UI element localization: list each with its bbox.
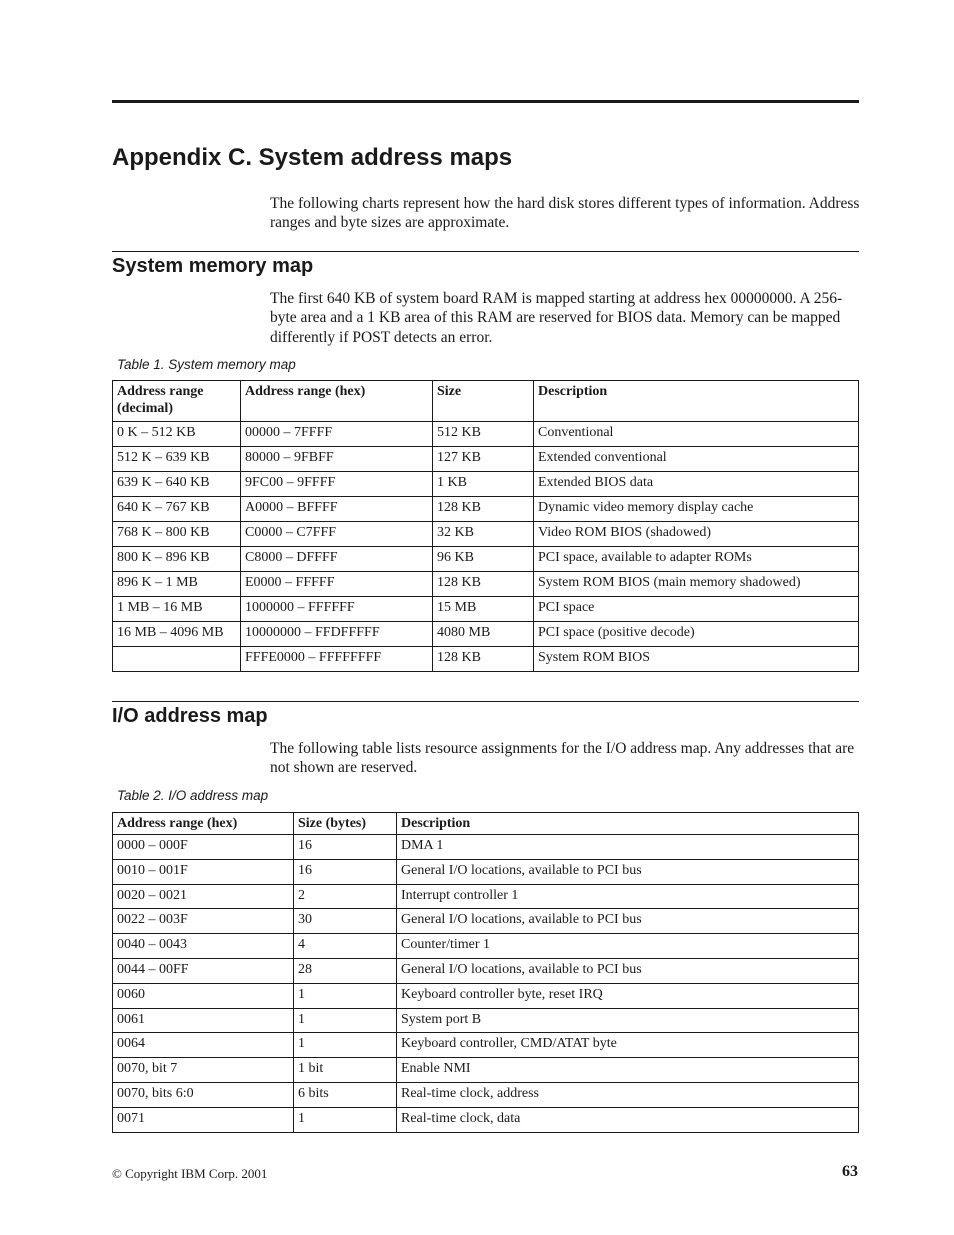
memory-section-heading: System memory map bbox=[112, 255, 314, 277]
table-cell: 0071 bbox=[113, 1107, 294, 1132]
table-cell: Real-time clock, data bbox=[397, 1107, 859, 1132]
table-cell: 9FC00 – 9FFFF bbox=[241, 472, 433, 497]
table-cell: System port B bbox=[397, 1008, 859, 1033]
table-cell: 512 KB bbox=[433, 422, 534, 447]
table-cell: 32 KB bbox=[433, 522, 534, 547]
memory-section-paragraph: The first 640 KB of system board RAM is mapped starting at address hex 00000000. A 256-byte area and a 1 KB area of this RAM are reserved for BIOS data. Memory can be mapped differently if POST detects an error. bbox=[270, 290, 843, 346]
table-cell: 4 bbox=[294, 934, 397, 959]
table-cell: C0000 – C7FFF bbox=[241, 522, 433, 547]
table-cell: Keyboard controller, CMD/ATAT byte bbox=[397, 1033, 859, 1058]
table-cell: Real-time clock, address bbox=[397, 1082, 859, 1107]
table-row bbox=[113, 859, 859, 884]
table-cell: 80000 – 9FBFF bbox=[241, 447, 433, 472]
table-row bbox=[113, 547, 859, 572]
io-section-paragraph: The following table lists resource assignments for the I/O address map. Any addresses that are not shown are reserved. bbox=[270, 740, 855, 777]
table-row bbox=[113, 909, 859, 934]
table-cell: 0070, bits 6:0 bbox=[113, 1082, 294, 1107]
table-cell: Conventional bbox=[534, 422, 859, 447]
table-cell: 00000 – 7FFFF bbox=[241, 422, 433, 447]
table-cell: Extended conventional bbox=[534, 447, 859, 472]
table-cell: 1 bbox=[294, 1107, 397, 1132]
table-row bbox=[113, 422, 859, 447]
memory-table-caption: Table 1. System memory map bbox=[117, 357, 296, 372]
table-cell: 896 K – 1 MB bbox=[113, 572, 241, 597]
table-row bbox=[113, 622, 859, 647]
table-cell: General I/O locations, available to PCI bus bbox=[397, 958, 859, 983]
io-section-heading: I/O address map bbox=[112, 705, 268, 727]
column-header: Address range (hex) bbox=[241, 381, 433, 422]
table-cell: 128 KB bbox=[433, 647, 534, 672]
table-row bbox=[113, 884, 859, 909]
table-row bbox=[113, 1033, 859, 1058]
table-cell: 16 MB – 4096 MB bbox=[113, 622, 241, 647]
table-cell: 1 MB – 16 MB bbox=[113, 597, 241, 622]
io-section-rule bbox=[112, 701, 859, 702]
table-cell: 0060 bbox=[113, 983, 294, 1008]
table-cell: A0000 – BFFFF bbox=[241, 497, 433, 522]
table-row bbox=[113, 447, 859, 472]
table-cell: General I/O locations, available to PCI bus bbox=[397, 909, 859, 934]
table-row bbox=[113, 983, 859, 1008]
column-header: Address range (decimal) bbox=[113, 381, 241, 422]
table-cell: E0000 – FFFFF bbox=[241, 572, 433, 597]
table-cell: Dynamic video memory display cache bbox=[534, 497, 859, 522]
table-cell: 16 bbox=[294, 835, 397, 860]
table-cell: 1 bit bbox=[294, 1058, 397, 1083]
table-cell: 1 bbox=[294, 1033, 397, 1058]
table-cell bbox=[113, 647, 241, 672]
table-cell: 127 KB bbox=[433, 447, 534, 472]
table-header-row bbox=[113, 813, 859, 835]
page-title: Appendix C. System address maps bbox=[112, 144, 513, 171]
table-cell: 4080 MB bbox=[433, 622, 534, 647]
table-cell: PCI space, available to adapter ROMs bbox=[534, 547, 859, 572]
column-header: Description bbox=[397, 813, 859, 835]
table-row bbox=[113, 597, 859, 622]
column-header: Size (bytes) bbox=[294, 813, 397, 835]
table-cell: 768 K – 800 KB bbox=[113, 522, 241, 547]
table-cell: 0 K – 512 KB bbox=[113, 422, 241, 447]
table-cell: 15 MB bbox=[433, 597, 534, 622]
table-cell: 0061 bbox=[113, 1008, 294, 1033]
table-cell: 28 bbox=[294, 958, 397, 983]
table-row bbox=[113, 958, 859, 983]
table-cell: General I/O locations, available to PCI bus bbox=[397, 859, 859, 884]
table-cell: System ROM BIOS (main memory shadowed) bbox=[534, 572, 859, 597]
table-cell: PCI space (positive decode) bbox=[534, 622, 859, 647]
table-cell: FFFE0000 – FFFFFFFF bbox=[241, 647, 433, 672]
table-cell: 16 bbox=[294, 859, 397, 884]
table-row bbox=[113, 572, 859, 597]
table-cell: 128 KB bbox=[433, 572, 534, 597]
table-cell: Keyboard controller byte, reset IRQ bbox=[397, 983, 859, 1008]
table-cell: 640 K – 767 KB bbox=[113, 497, 241, 522]
table-cell: 2 bbox=[294, 884, 397, 909]
table-cell: 6 bits bbox=[294, 1082, 397, 1107]
memory-table bbox=[112, 380, 859, 672]
table-cell: Enable NMI bbox=[397, 1058, 859, 1083]
page-number: 63 bbox=[842, 1163, 858, 1180]
table-cell: 30 bbox=[294, 909, 397, 934]
table-cell: 1 bbox=[294, 983, 397, 1008]
table-cell: 0040 – 0043 bbox=[113, 934, 294, 959]
copyright-notice: © Copyright IBM Corp. 2001 bbox=[112, 1166, 268, 1181]
table-row bbox=[113, 1008, 859, 1033]
io-table-caption: Table 2. I/O address map bbox=[117, 788, 269, 803]
table-cell: C8000 – DFFFF bbox=[241, 547, 433, 572]
table-cell: 1 bbox=[294, 1008, 397, 1033]
column-header: Address range (hex) bbox=[113, 813, 294, 835]
table-cell: DMA 1 bbox=[397, 835, 859, 860]
table-cell: System ROM BIOS bbox=[534, 647, 859, 672]
table-row bbox=[113, 522, 859, 547]
table-cell: 10000000 – FFDFFFFF bbox=[241, 622, 433, 647]
table-row bbox=[113, 934, 859, 959]
table-header-row bbox=[113, 381, 859, 422]
column-header: Size bbox=[433, 381, 534, 422]
table-row bbox=[113, 497, 859, 522]
table-cell: 0044 – 00FF bbox=[113, 958, 294, 983]
table-row bbox=[113, 835, 859, 860]
table-cell: 96 KB bbox=[433, 547, 534, 572]
table-cell: 128 KB bbox=[433, 497, 534, 522]
table-cell: 0010 – 001F bbox=[113, 859, 294, 884]
table-row bbox=[113, 1107, 859, 1132]
table-cell: 0000 – 000F bbox=[113, 835, 294, 860]
table-row bbox=[113, 1058, 859, 1083]
top-rule bbox=[112, 100, 859, 103]
table-cell: 639 K – 640 KB bbox=[113, 472, 241, 497]
table-row bbox=[113, 647, 859, 672]
table-cell: Video ROM BIOS (shadowed) bbox=[534, 522, 859, 547]
memory-section-rule bbox=[112, 251, 859, 252]
table-cell: Interrupt controller 1 bbox=[397, 884, 859, 909]
table-cell: 0020 – 0021 bbox=[113, 884, 294, 909]
table-cell: Extended BIOS data bbox=[534, 472, 859, 497]
table-cell: 0064 bbox=[113, 1033, 294, 1058]
table-cell: PCI space bbox=[534, 597, 859, 622]
io-table bbox=[112, 812, 859, 1133]
intro-paragraph: The following charts represent how the hard disk stores different types of information. Address ranges and byte sizes are approximate. bbox=[270, 195, 860, 232]
table-cell: 0022 – 003F bbox=[113, 909, 294, 934]
table-cell: 1 KB bbox=[433, 472, 534, 497]
table-cell: 800 K – 896 KB bbox=[113, 547, 241, 572]
table-row bbox=[113, 1082, 859, 1107]
table-cell: 512 K – 639 KB bbox=[113, 447, 241, 472]
table-cell: 1000000 – FFFFFF bbox=[241, 597, 433, 622]
table-cell: Counter/timer 1 bbox=[397, 934, 859, 959]
column-header: Description bbox=[534, 381, 859, 422]
table-cell: 0070, bit 7 bbox=[113, 1058, 294, 1083]
table-row bbox=[113, 472, 859, 497]
